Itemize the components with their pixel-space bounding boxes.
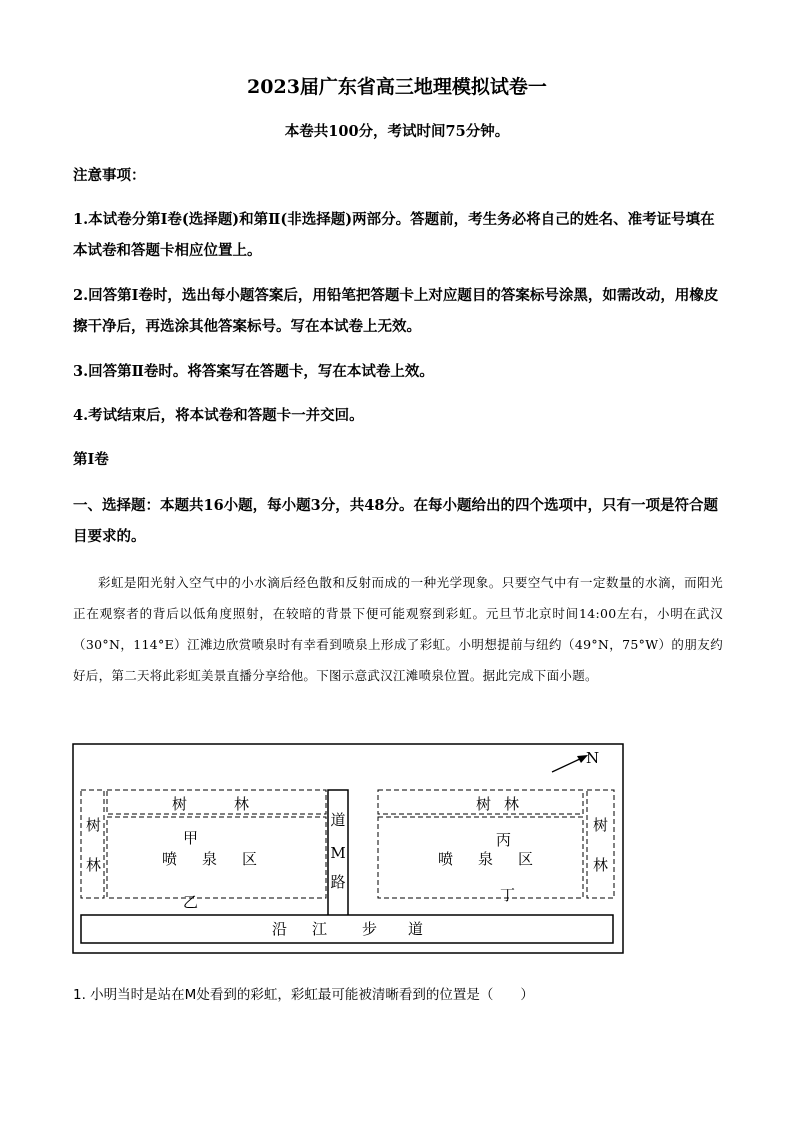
label-forest-left-2: 林: [86, 856, 102, 874]
riverside-walkway: [81, 915, 613, 943]
label-forest-tl-2: 林: [234, 795, 250, 813]
label-walkway-3: 步: [362, 920, 378, 938]
label-bing: 丙: [496, 831, 512, 849]
label-walkway-4: 道: [408, 920, 424, 938]
forest-strip-left: [81, 790, 104, 898]
label-forest-right-1: 树: [593, 816, 609, 834]
north-label: N: [586, 749, 600, 767]
notice-item-2: 2.回答第Ⅰ卷时，选出每小题答案后，用铅笔把答题卡上对应题目的答案标号涂黑，如需改动，用橡皮擦干净后，再选涂其他答案标号。写在本试卷上无效。: [73, 287, 719, 335]
label-fountain-r-3: 区: [518, 850, 534, 868]
notice-item-3: 3.回答第Ⅱ卷时。将答案写在答题卡，写在本试卷上效。: [73, 363, 434, 380]
question-1: 1. 小明当时是站在M处看到的彩虹，彩虹最可能被清晰看到的位置是（ ）: [73, 987, 534, 1003]
label-fountain-l-2: 泉: [202, 850, 218, 868]
label-fountain-l-3: 区: [242, 850, 258, 868]
label-forest-tr-2: 林: [504, 795, 520, 813]
label-forest-tr-1: 树: [476, 795, 492, 813]
page-title: 2023届广东省高三地理模拟试卷一: [247, 76, 547, 98]
forest-strip-top-left: [107, 790, 326, 814]
notice-item-1: 1.本试卷分第Ⅰ卷(选择题)和第Ⅱ(非选择题)两部分。答题前，考生务必将自己的姓名、准考证号填在本试卷和答题卡相应位置上。: [73, 211, 715, 259]
north-arrow: [552, 749, 599, 772]
label-yi: 乙: [183, 893, 199, 911]
label-ding: 丁: [500, 886, 516, 904]
label-forest-left-1: 树: [86, 816, 102, 834]
label-road-2: M: [330, 844, 346, 862]
fountain-location-map: [72, 743, 624, 955]
forest-strip-right: [587, 790, 614, 898]
section-heading: 一、选择题：本题共16小题，每小题3分，共48分。在每小题给出的四个选项中，只有一项是符合题目要求的。: [73, 497, 718, 545]
reading-passage: 彩虹是阳光射入空气中的小水滴后经色散和反射而成的一种光学现象。只要空气中有一定数量的水滴，而阳光正在观察者的背后以低角度照射，在较暗的背景下便可能观察到彩虹。元旦节北京时间14:00左右，小明在武汉（30°N，114°E）江滩边欣赏喷泉时有幸看到喷泉上形成了彩虹。小明想提前与纽约（49°N，75°W）的朋友约好后，第二天将此彩虹美景直播分享给他。下图示意武汉江滩喷泉位置。据此完成下面小题。: [73, 575, 723, 683]
label-fountain-r-1: 喷: [438, 850, 454, 868]
label-fountain-r-2: 泉: [478, 850, 494, 868]
notice-heading: 注意事项：: [73, 167, 146, 184]
notice-item-4: 4.考试结束后，将本试卷和答题卡一并交回。: [73, 407, 364, 424]
label-walkway-2: 江: [312, 920, 328, 938]
label-road-1: 道: [330, 811, 346, 829]
label-road-3: 路: [330, 873, 346, 891]
exam-info: 本卷共100分，考试时间75分钟。: [284, 123, 510, 140]
label-forest-right-2: 林: [593, 856, 609, 874]
label-jia: 甲: [183, 829, 199, 847]
volume-heading: 第Ⅰ卷: [73, 451, 109, 468]
label-walkway-1: 沿: [272, 920, 288, 938]
label-fountain-l-1: 喷: [162, 850, 178, 868]
label-forest-tl-1: 树: [172, 795, 188, 813]
